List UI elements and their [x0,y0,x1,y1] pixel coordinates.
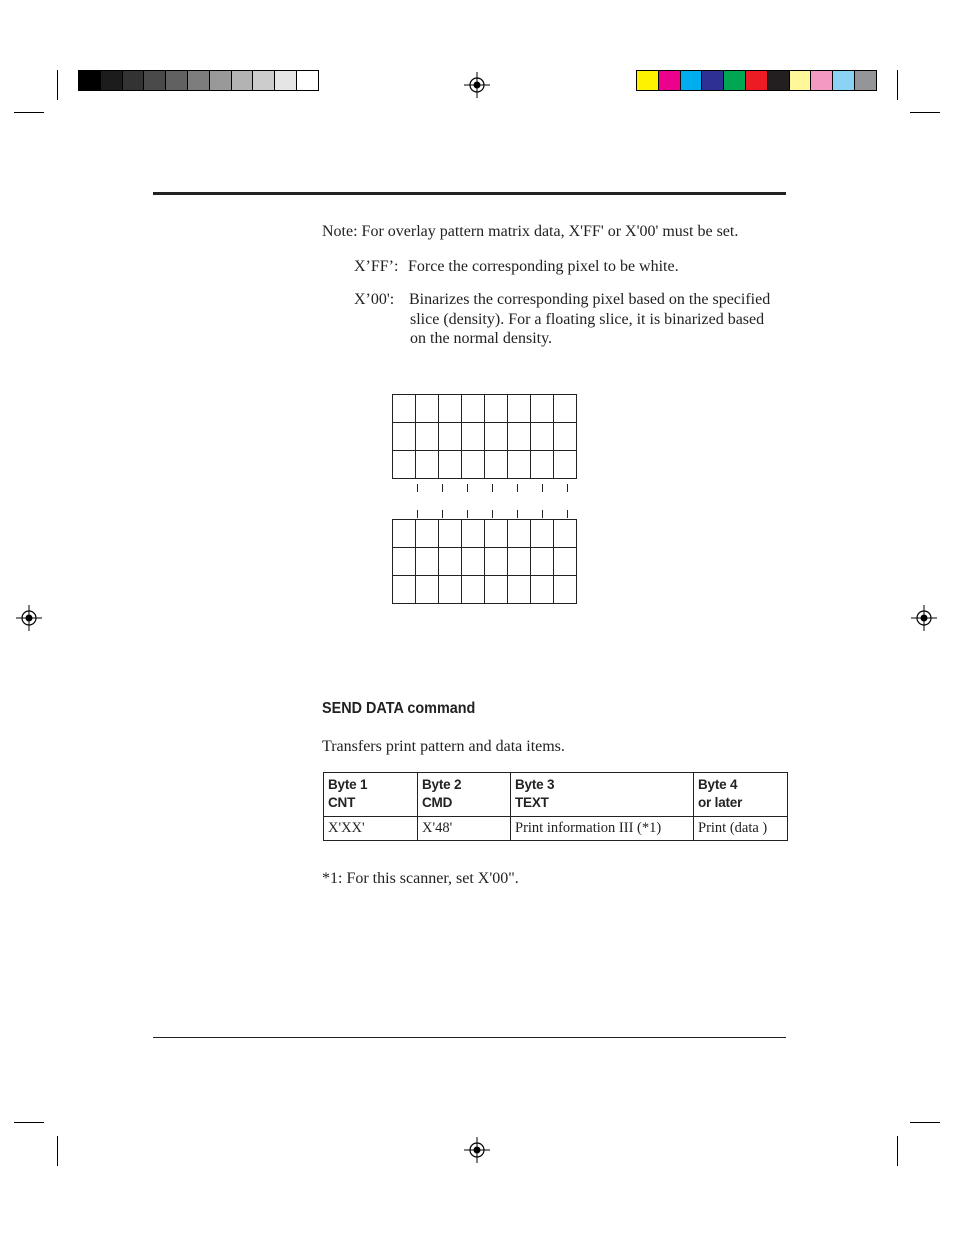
matrix-cell [416,451,439,479]
crop-mark [57,1136,58,1166]
tick-mark [542,510,543,518]
pattern-matrix-top [392,394,577,479]
tick-mark [467,510,468,518]
matrix-cell [485,576,508,604]
command-byte-table [323,772,788,841]
color-swatch [789,70,812,91]
header-line: Byte 1 [328,777,368,792]
table-header-row [324,773,788,817]
note-line: Note: For overlay pattern matrix data, X'FF' or X'00' must be set. [322,223,739,240]
color-swatch [143,70,166,91]
matrix-cell [508,423,531,451]
matrix-cell [393,423,416,451]
matrix-cell [485,451,508,479]
column-header [511,773,694,817]
ff-label: X’FF’: [354,258,399,275]
tick-mark [517,484,518,492]
matrix-cell [554,423,577,451]
matrix-cell [508,395,531,423]
column-header [694,773,788,817]
color-swatch [231,70,254,91]
header-rule [153,192,786,195]
table-cell: Print (data ) [694,817,788,841]
tick-mark [567,484,568,492]
footer-rule [153,1037,786,1038]
crop-mark [897,70,898,100]
matrix-cell [485,395,508,423]
tick-mark [542,484,543,492]
matrix-cell [531,576,554,604]
tick-mark [567,510,568,518]
color-swatch [209,70,232,91]
matrix-cell [462,423,485,451]
header-line: Byte 3 [515,777,555,792]
color-swatch [854,70,877,91]
matrix-cell [416,520,439,548]
tick-mark [442,484,443,492]
color-swatch [767,70,790,91]
matrix-cell [393,548,416,576]
crop-mark [14,1122,44,1123]
pattern-matrix-bottom [392,519,577,604]
color-swatch [165,70,188,91]
tick-mark [442,510,443,518]
matrix-cell [485,548,508,576]
color-swatch [810,70,833,91]
tick-mark [492,484,493,492]
crop-mark [910,112,940,113]
header-line: or later [698,795,743,810]
matrix-cell [416,576,439,604]
matrix-cell [462,576,485,604]
matrix-cell [416,395,439,423]
matrix-cell [554,548,577,576]
crop-mark [910,1122,940,1123]
matrix-cell [439,451,462,479]
tick-mark [417,484,418,492]
matrix-cell [439,576,462,604]
color-swatch [78,70,101,91]
matrix-cell [554,520,577,548]
matrix-cell [393,520,416,548]
color-swatch [122,70,145,91]
registration-mark-icon [464,1137,490,1163]
matrix-cell [531,451,554,479]
matrix-cell [393,451,416,479]
matrix-cell [554,576,577,604]
matrix-cell [393,576,416,604]
ff-description: Force the corresponding pixel to be white. [408,258,679,275]
color-swatch [274,70,297,91]
column-header [418,773,511,817]
matrix-cell [508,451,531,479]
color-swatch [187,70,210,91]
matrix-cell [508,548,531,576]
color-swatch [701,70,724,91]
zero-label: X’00': [354,291,395,308]
matrix-cell [393,395,416,423]
tick-mark [517,510,518,518]
matrix-cell [554,395,577,423]
matrix-cell [462,451,485,479]
color-swatch [745,70,768,91]
table-cell: X'XX' [324,817,418,841]
color-swatch [100,70,123,91]
matrix-cell [531,423,554,451]
header-line: Byte 4 [698,777,738,792]
matrix-cell [554,451,577,479]
header-line: Byte 2 [422,777,462,792]
matrix-cell [462,548,485,576]
matrix-cell [508,576,531,604]
header-line: TEXT [515,795,549,810]
registration-mark-icon [464,72,490,98]
zero-description-line: on the normal density. [410,330,553,347]
color-swatch [723,70,746,91]
matrix-cell [462,395,485,423]
color-swatch [636,70,659,91]
tick-mark [467,484,468,492]
table-row [324,817,788,841]
registration-mark-icon [16,605,42,631]
crop-mark [897,1136,898,1166]
matrix-cell [531,395,554,423]
tick-mark [492,510,493,518]
zero-description-line: Binarizes the corresponding pixel based on the specified [409,291,771,308]
matrix-cell [508,520,531,548]
registration-mark-icon [911,605,937,631]
header-line: CNT [328,795,356,810]
tick-mark [417,510,418,518]
matrix-cell [416,548,439,576]
matrix-continuation-ticks [392,484,593,520]
matrix-cell [439,423,462,451]
matrix-cell [485,520,508,548]
footnote: *1: For this scanner, set X'00". [322,870,519,887]
crop-mark [14,112,44,113]
table-cell: Print information III (*1) [511,817,694,841]
matrix-cell [462,520,485,548]
matrix-cell [439,548,462,576]
color-swatch [296,70,319,91]
column-header [324,773,418,817]
color-swatch [658,70,681,91]
table-cell: X'48' [418,817,511,841]
color-swatch [680,70,703,91]
zero-description-line: slice (density). For a floating slice, it is binarized based [410,311,765,328]
header-line: CMD [422,795,453,810]
matrix-cell [439,395,462,423]
section-heading: SEND DATA command [322,700,476,717]
matrix-cell [416,423,439,451]
crop-mark [57,70,58,100]
matrix-cell [439,520,462,548]
color-swatch [252,70,275,91]
section-intro: Transfers print pattern and data items. [322,738,565,755]
matrix-cell [531,548,554,576]
matrix-cell [485,423,508,451]
matrix-cell [531,520,554,548]
color-swatch [832,70,855,91]
